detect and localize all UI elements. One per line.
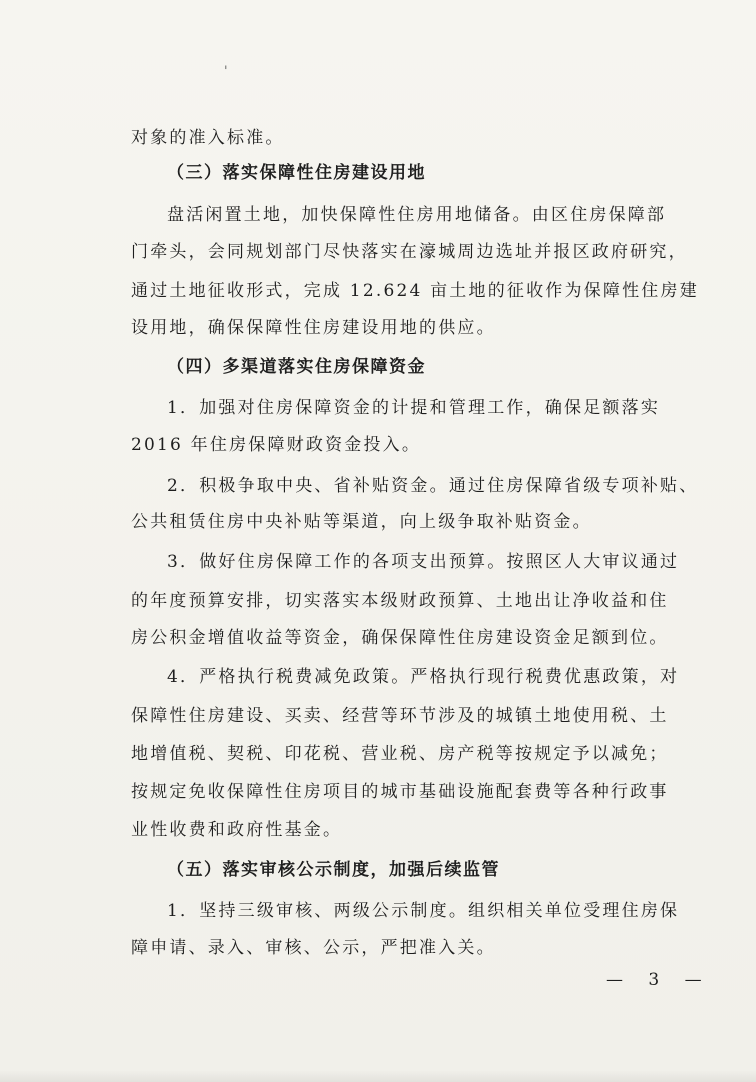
body-line: 按规定免收保障性住房项目的城市基础设施配套费等各种行政事 xyxy=(131,782,669,802)
body-line: 门牵头，会同规划部门尽快落实在濠城周边选址并报区政府研究， xyxy=(131,242,688,262)
body-line: 保障性住房建设、买卖、经营等环节涉及的城镇土地使用税、土 xyxy=(131,706,669,726)
section-heading-5: （五）落实审核公示制度，加强后续监管 xyxy=(167,860,500,880)
body-line: 房公积金增值收益等资金，确保保障性住房建设资金足额到位。 xyxy=(131,628,669,648)
body-line: 3．做好住房保障工作的各项支出预算。按照区人大审议通过 xyxy=(167,552,680,572)
body-line: 盘活闲置土地，加快保障性住房用地储备。由区住房保障部 xyxy=(167,205,667,225)
body-line: 对象的准入标准。 xyxy=(131,128,285,148)
body-line: 2．积极争取中央、省补贴资金。通过住房保障省级专项补贴、 xyxy=(167,476,699,496)
body-line: 地增值税、契税、印花税、营业税、房产税等按规定予以减免； xyxy=(131,744,669,764)
body-line: 障申请、录入、审核、公示，严把准入关。 xyxy=(131,938,496,958)
body-line: 通过土地征收形式，完成 12.624 亩土地的征收作为保障性住房建 xyxy=(131,281,699,301)
page-number: — 3 — xyxy=(606,970,712,990)
scan-mark: ' xyxy=(224,64,228,79)
body-line: 1．加强对住房保障资金的计提和管理工作，确保足额落实 xyxy=(167,398,661,418)
body-line: 业性收费和政府性基金。 xyxy=(131,820,343,840)
body-line: 1．坚持三级审核、两级公示制度。组织相关单位受理住房保 xyxy=(167,901,680,921)
section-heading-4: （四）多渠道落实住房保障资金 xyxy=(167,357,426,377)
body-line: 设用地，确保保障性住房建设用地的供应。 xyxy=(131,318,496,338)
body-line: 公共租赁住房中央补贴等渠道，向上级争取补贴资金。 xyxy=(131,512,592,532)
section-heading-3: （三）落实保障性住房建设用地 xyxy=(167,163,426,183)
body-line: 2016 年住房保障财政资金投入。 xyxy=(131,435,422,455)
scan-bottom-edge xyxy=(0,1070,756,1082)
body-line: 4．严格执行税费减免政策。严格执行现行税费优惠政策，对 xyxy=(167,667,680,687)
body-line: 的年度预算安排，切实落实本级财政预算、土地出让净收益和住 xyxy=(131,591,669,611)
